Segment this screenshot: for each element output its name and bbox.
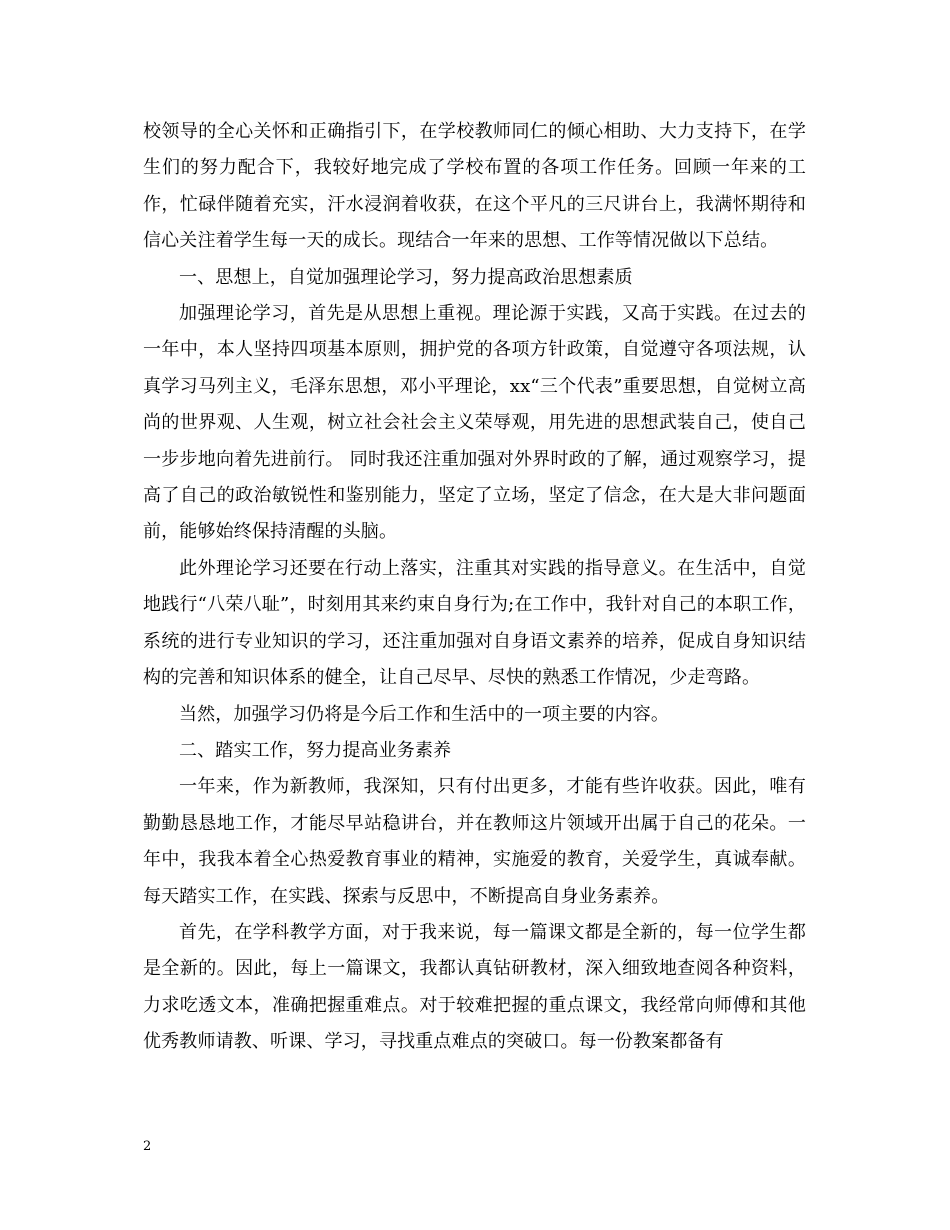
section-heading-1: 一、思想上，自觉加强理论学习，努力提高政治思想素质	[179, 266, 633, 288]
paragraph-new-teacher: 一年来，作为新教师，我深知，只有付出更多，才能有些许收获。因此，唯有勤勤恳恳地工作，才能尽早站稳讲台，并在教师这片领域开出属于自己的花朵。一年中，我我本着全心热爱教育事业的精神，实施爱的教育，关爱学生，真诚奉献。每天踏实工作，在实践、探索与反思中，不断提高自身业务素养。	[143, 776, 806, 907]
section-heading-2: 二、踏实工作，努力提高业务素养	[179, 739, 452, 761]
paragraph-continued-learning: 当然，加强学习仍将是今后工作和生活中的一项主要的内容。	[179, 703, 670, 725]
paragraph-subject-teaching: 首先，在学科教学方面，对于我来说，每一篇课文都是全新的，每一位学生都是全新的。因此，每上一篇课文，我都认真钻研教材，深入细致地查阅各种资料，力求吃透文本，准确把握重难点。对于较难把握的重点课文，我经常向师傅和其他优秀教师请教、听课、学习，寻找重点难点的突破口。每一份教案都备有	[143, 921, 806, 1053]
paragraph-practice: 此外理论学习还要在行动上落实，注重其对实践的指导意义。在生活中，自觉地践行“八荣八耻”，时刻用其来约束自身行为;在工作中，我针对自己的本职工作，系统的进行专业知识的学习，还注重加强对自身语文素养的培养，促成自身知识结构的完善和知识体系的健全，让自己尽早、尽快的熟悉工作情况，少走弯路。	[143, 557, 806, 689]
body-text	[143, 114, 806, 1061]
paragraph-intro-continuation: 校领导的全心关怀和正确指引下，在学校教师同仁的倾心相助、大力支持下，在学生们的努力配合下，我较好地完成了学校布置的各项工作任务。回顾一年来的工作，忙碌伴随着充实，汗水浸润着收获，在这个平凡的三尺讲台上，我满怀期待和信心关注着学生每一天的成长。现结合一年来的思想、工作等情况做以下总结。	[143, 121, 806, 252]
page-number: 2	[143, 1139, 152, 1154]
paragraph-theory-study: 加强理论学习，首先是从思想上重视。理论源于实践，又高于实践。在过去的一年中，本人坚持四项基本原则，拥护党的各项方针政策，自觉遵守各项法规，认真学习马列主义，毛泽东思想，邓小平理论，xx“三个代表”重要思想，自觉树立高尚的世界观、人生观，树立社会社会主义荣辱观，用先进的思想武装自己，使自己一步步地向着先进前行。 同时我还注重加强对外界时政的了解，通过观察学习，提高了自己的政治敏锐性和鉴别能力，坚定了立场，坚定了信念，在大是大非问题面前，能够始终保持清醒的头脑。	[143, 303, 806, 543]
